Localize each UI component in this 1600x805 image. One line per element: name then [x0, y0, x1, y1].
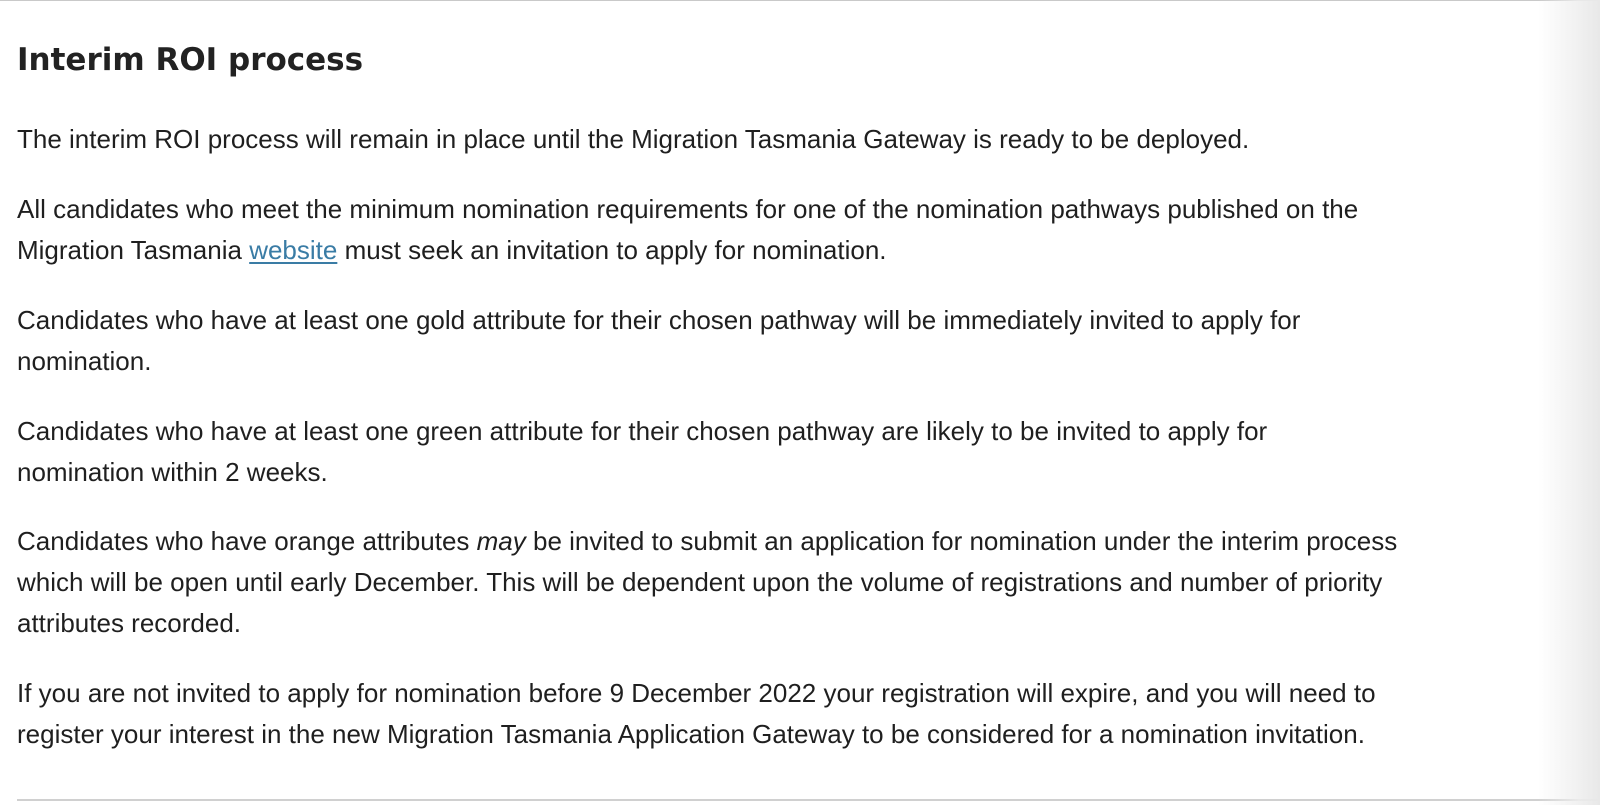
right-edge-shadow	[1538, 0, 1600, 805]
paragraph-green-attribute	[17, 411, 1267, 493]
section-title: Interim ROI process	[17, 42, 364, 78]
website-link[interactable]: website	[249, 235, 338, 265]
paragraph-line: nomination.	[17, 346, 152, 376]
paragraph-line	[17, 230, 1358, 271]
paragraph-line: attributes recorded.	[17, 608, 242, 638]
paragraph-line: All candidates who meet the minimum nomination requirements for one of the nomination pathways published on the	[17, 194, 1359, 224]
paragraph-line: nomination within 2 weeks.	[17, 457, 328, 487]
paragraph-all-candidates	[17, 189, 1358, 271]
emphasis-may: may	[476, 526, 526, 556]
paragraph-line: Candidates who have at least one green attribute for their chosen pathway are likely to be invited to apply for	[17, 416, 1268, 446]
paragraph-line: Candidates who have at least one gold attribute for their chosen pathway will be immediately invited to apply for	[17, 305, 1301, 335]
text-segment: be invited to submit an application for nomination under the interim process	[525, 526, 1398, 556]
text-segment: Candidates who have orange attributes	[17, 526, 477, 556]
bottom-divider	[17, 799, 1600, 801]
paragraph-line: The interim ROI process will remain in place until the Migration Tasmania Gateway is ready to be deployed.	[17, 124, 1250, 154]
paragraph-interim-process	[17, 119, 1249, 160]
paragraph-line: which will be open until early December. This will be dependent upon the volume of registrations and number of priority	[17, 567, 1383, 597]
text-segment: Migration Tasmania	[17, 235, 250, 265]
paragraph-orange-attribute	[17, 521, 1397, 644]
top-divider	[0, 0, 1600, 1]
paragraph-line	[17, 521, 1397, 562]
paragraph-line: If you are not invited to apply for nomination before 9 December 2022 your registration will expire, and you will need to	[17, 678, 1376, 708]
text-segment: must seek an invitation to apply for nomination.	[337, 235, 887, 265]
paragraph-registration-expiry	[17, 673, 1376, 755]
paragraph-gold-attribute	[17, 300, 1300, 382]
paragraph-line: register your interest in the new Migration Tasmania Application Gateway to be considered for a nomination invitation.	[17, 719, 1365, 749]
